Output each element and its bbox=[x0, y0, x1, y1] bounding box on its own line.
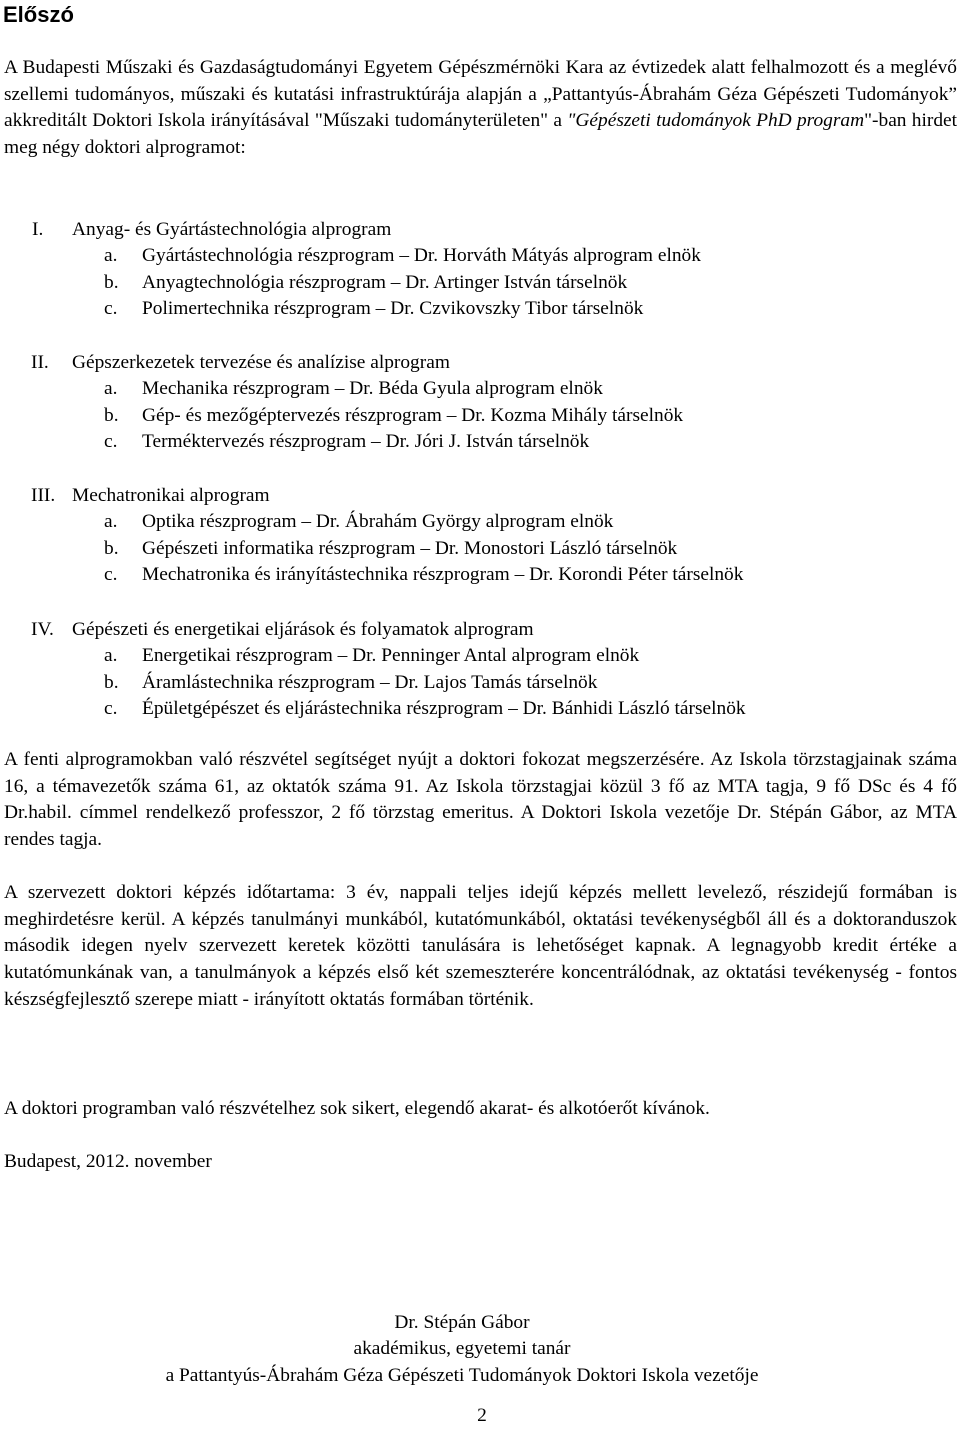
subprogram-text: Energetikai részprogram – Dr. Penninger Antal alprogram elnök bbox=[142, 645, 640, 666]
program-heading bbox=[0, 616, 960, 643]
subprogram-text: Gépészeti informatika részprogram – Dr. Monostori László társelnök bbox=[142, 537, 678, 559]
subprogram-item bbox=[0, 509, 960, 536]
subprogram-item bbox=[0, 243, 960, 270]
program-number: IV. bbox=[31, 619, 54, 640]
body-paragraph-participation: A fenti alprogramokban való részvétel segítséget nyújt a doktori fokozat megszerzésére. Az Iskola törzstagjainak száma 16, a témavezetők száma 61, az oktatók száma 91. Az Iskola törzstagjai közül 3 fő az MTA tagja, 9 fő DSc és 4 fő Dr.habil. címmel rendelkező professzor, 2 fő törzstag emeritus. A Doktori Iskola vezetője Dr. Stépán Gábor, az MTA rendes tagja. bbox=[4, 749, 957, 851]
program-name: Gépészeti és energetikai eljárások és folyamatok alprogram bbox=[72, 619, 534, 640]
subprogram-item bbox=[0, 376, 960, 403]
program-name: Mechatronikai alprogram bbox=[72, 485, 270, 506]
program-number: I. bbox=[32, 219, 44, 240]
subprogram-text: Épületgépészet és eljárástechnika részprogram – Dr. Bánhidi László társelnök bbox=[142, 698, 746, 720]
intro-italic-program: "Gépészeti tudományok PhD program bbox=[567, 110, 865, 132]
subprogram-text: Polimertechnika részprogram – Dr. Czvikovszky Tibor társelnök bbox=[142, 298, 644, 320]
subprogram-text: Mechatronika és irányítástechnika részprogram – Dr. Korondi Péter társelnök bbox=[142, 564, 744, 586]
intro-paragraph bbox=[4, 55, 957, 162]
subprogram-letter: c. bbox=[104, 298, 118, 320]
intro-text-1: A Budapesti Műszaki és Gazdaságtudományi Egyetem Gépészmérnöki Kara az évtizedek alatt felhalmozott és a meglévő szellemi tudományos, műszaki és kutatási infrastruktúrája alapján a „Pattantyús-Ábrahám Géza Gépészeti Tudományok” akkreditált Doktori Iskola irányításával "Műszaki tudományterületen" a bbox=[4, 57, 957, 132]
page-title: Előszó bbox=[3, 2, 74, 27]
subprogram-text: Optika részprogram – Dr. Ábrahám György alprogram elnök bbox=[142, 511, 614, 532]
subprogram-letter: a. bbox=[104, 645, 118, 666]
subprogram-text: Mechanika részprogram – Dr. Béda Gyula alprogram elnök bbox=[142, 378, 603, 399]
program-heading bbox=[0, 216, 960, 243]
program-list-item bbox=[0, 349, 960, 456]
body-paragraph-wishes: A doktori programban való részvételhez sok sikert, elegendő akarat- és alkotóerőt kívánok. bbox=[4, 1098, 710, 1119]
program-heading bbox=[0, 482, 960, 509]
program-name: Gépszerkezetek tervezése és analízise alprogram bbox=[72, 352, 450, 373]
program-name: Anyag- és Gyártástechnológia alprogram bbox=[72, 219, 392, 240]
date-line: Budapest, 2012. november bbox=[4, 1151, 212, 1172]
subprogram-letter: a. bbox=[104, 378, 118, 399]
program-list-item bbox=[0, 616, 960, 723]
subprogram-item bbox=[0, 696, 960, 723]
subprogram-letter: b. bbox=[104, 671, 119, 693]
program-heading bbox=[0, 349, 960, 376]
subprogram-text: Gép- és mezőgéptervezés részprogram – Dr. Kozma Mihály társelnök bbox=[142, 404, 684, 426]
subprogram-letter: b. bbox=[104, 537, 119, 559]
subprogram-text: Áramlástechnika részprogram – Dr. Lajos Tamás társelnök bbox=[142, 671, 598, 693]
page-number: 2 bbox=[477, 1405, 487, 1426]
subprogram-item bbox=[0, 562, 960, 589]
subprogram-item bbox=[0, 643, 960, 670]
signature-title: akadémikus, egyetemi tanár bbox=[353, 1338, 571, 1359]
program-list-item bbox=[0, 482, 960, 589]
subprogram-letter: c. bbox=[104, 698, 118, 720]
program-number: III. bbox=[31, 485, 56, 506]
subprogram-letter: b. bbox=[104, 404, 119, 426]
body-paragraph-training: A szervezett doktori képzés időtartama: 3 év, nappali teljes idejű képzés mellett levelező, részidejű formában is meghirdetésre kerül. A képzés tanulmányi munkából, kutatómunkából, oktatási tevékenységből áll és a doktoranduszok második idegen nyelv szervezett keretek közötti tanulására is lehetőséget kapnak. A legnagyobb kredit értéke a kutatómunkának van, a tanulmányok a képzés első két szemeszterére koncentrálódnak, az oktatási tevékenység - fontos készségfejlesztő szerepe miatt - irányított oktatás formában történik. bbox=[4, 882, 957, 1010]
subprogram-item bbox=[0, 403, 960, 430]
subprogram-letter: c. bbox=[104, 431, 118, 453]
intro-text-2: "-ban hirdet meg négy doktori alprogramot: bbox=[4, 110, 958, 159]
subprogram-text: Anyagtechnológia részprogram – Dr. Artinger István társelnök bbox=[142, 271, 628, 293]
subprogram-text: Gyártástechnológia részprogram – Dr. Horváth Mátyás alprogram elnök bbox=[142, 245, 701, 266]
subprogram-item bbox=[0, 429, 960, 456]
subprogram-letter: c. bbox=[104, 564, 118, 586]
program-number: II. bbox=[31, 352, 49, 373]
subprogram-letter: a. bbox=[104, 511, 118, 532]
signature-name: Dr. Stépán Gábor bbox=[394, 1312, 530, 1333]
subprogram-item bbox=[0, 536, 960, 563]
subprogram-item bbox=[0, 670, 960, 697]
subprogram-item bbox=[0, 296, 960, 323]
subprogram-letter: b. bbox=[104, 271, 119, 293]
program-list-item bbox=[0, 216, 960, 323]
signature-role: a Pattantyús-Ábrahám Géza Gépészeti Tudományok Doktori Iskola vezetője bbox=[165, 1365, 759, 1386]
subprogram-letter: a. bbox=[104, 245, 118, 266]
subprogram-item bbox=[0, 270, 960, 297]
subprogram-text: Terméktervezés részprogram – Dr. Jóri J. István társelnök bbox=[142, 431, 590, 453]
